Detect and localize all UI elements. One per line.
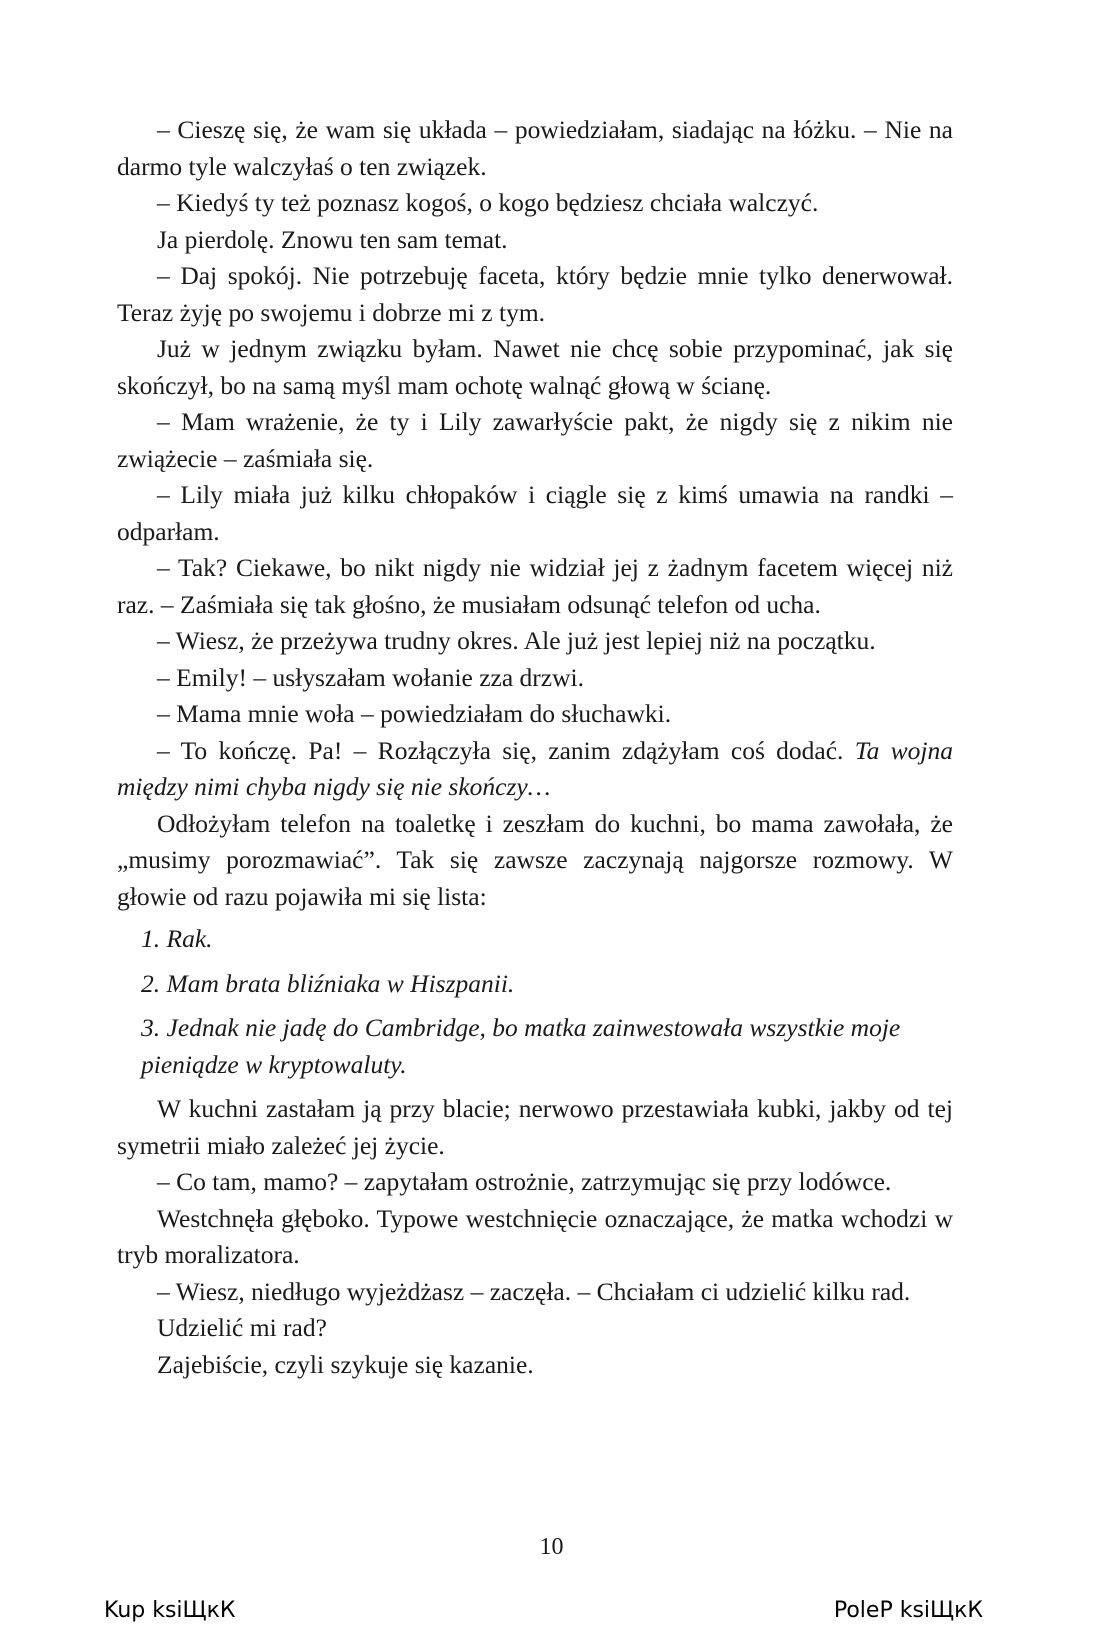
footer-recommend-link[interactable]: PoleР ksiЩкК xyxy=(833,1598,983,1623)
paragraph: W kuchni zastałam ją przy blacie; nerwowo przestawiała kubki, jakby od tej symetrii miało zależeć jej życie. xyxy=(117,1094,953,1160)
paragraph: Odłożyłam telefon na toaletkę i zeszłam do kuchni, bo mama zawołała, że „musimy porozmawiać”. Tak się zawsze zaczynają najgorsze rozmowy. W głowie od razu pojawiła mi się lista: xyxy=(117,808,953,911)
paragraph: – Wiesz, że przeżywa trudny okres. Ale już jest lepiej niż na początku. xyxy=(157,626,876,655)
list-item: 3. Jednak nie jadę do Cambridge, bo matka zainwestowała wszystkie moje pieniądze w kryptowaluty. xyxy=(141,1013,901,1079)
paragraph: – Kiedyś ty też poznasz kogoś, o kogo będziesz chciała walczyć. xyxy=(157,188,819,217)
paragraph-mixed xyxy=(117,733,953,806)
paragraph: – Mam wrażenie, że ty i Lily zawarłyście pakt, że nigdy się z nikim nie zwiążecie – zaśmiała się. xyxy=(117,407,953,473)
paragraph: – Mama mnie woła – powiedziałam do słuchawki. xyxy=(157,699,672,728)
paragraph: – Co tam, mamo? – zapytałam ostrożnie, zatrzymując się przy lodówce. xyxy=(157,1167,892,1196)
paragraph: – Wiesz, niedługo wyjeżdżasz – zaczęła. – Chciałam ci udzielić kilku rad. xyxy=(157,1276,911,1306)
paragraph: – Tak? Ciekawe, bo nikt nigdy nie widział jej z żadnym facetem więcej niż raz. – Zaśmiała się tak głośno, że musiałam odsunąć telefon od ucha. xyxy=(117,553,953,619)
paragraph: Udzielić mi rad? xyxy=(157,1313,327,1342)
paragraph: Westchnęła głęboko. Typowe westchnięcie oznaczające, że matka wchodzi w tryb moralizatora. xyxy=(117,1203,953,1269)
footer-buy-link[interactable]: Kup ksiЩкК xyxy=(104,1598,236,1623)
paragraph: – Daj spokój. Nie potrzebuję faceta, który będzie mnie tylko denerwował. Teraz żyję po swojemu i dobrze mi z tym. xyxy=(117,261,953,327)
page-number: 10 xyxy=(539,1534,564,1560)
paragraph: Już w jednym związku byłam. Nawet nie chcę sobie przypominać, jak się skończył, bo na samą myśl mam ochotę walnąć głową w ścianę. xyxy=(117,334,953,400)
paragraph: – Emily! – usłyszałam wołanie zza drzwi. xyxy=(157,662,584,692)
list-item: 1. Rak. xyxy=(141,924,213,953)
paragraph: Ja pierdolę. Znowu ten sam temat. xyxy=(157,224,508,254)
paragraph-italic-part: Ta wojna między nimi chyba nigdy się nie skończy… xyxy=(117,735,953,801)
paragraph-plain-part: – To kończę. Pa! – Rozłączyła się, zanim zdążyłam coś dodać. xyxy=(157,735,855,765)
list-item: 2. Mam brata bliźniaka w Hiszpanii. xyxy=(141,968,515,998)
paragraph: – Cieszę się, że wam się układa – powiedziałam, siadając na łóżku. – Nie na darmo tyle walczyłaś o ten związek. xyxy=(117,115,953,181)
italic-list xyxy=(141,921,953,1083)
paragraph: Zajebiście, czyli szykuje się kazanie. xyxy=(157,1349,534,1379)
body-text xyxy=(117,112,953,1383)
paragraph: – Lily miała już kilku chłopaków i ciągle się z kimś umawia na randki – odparłam. xyxy=(117,480,953,546)
